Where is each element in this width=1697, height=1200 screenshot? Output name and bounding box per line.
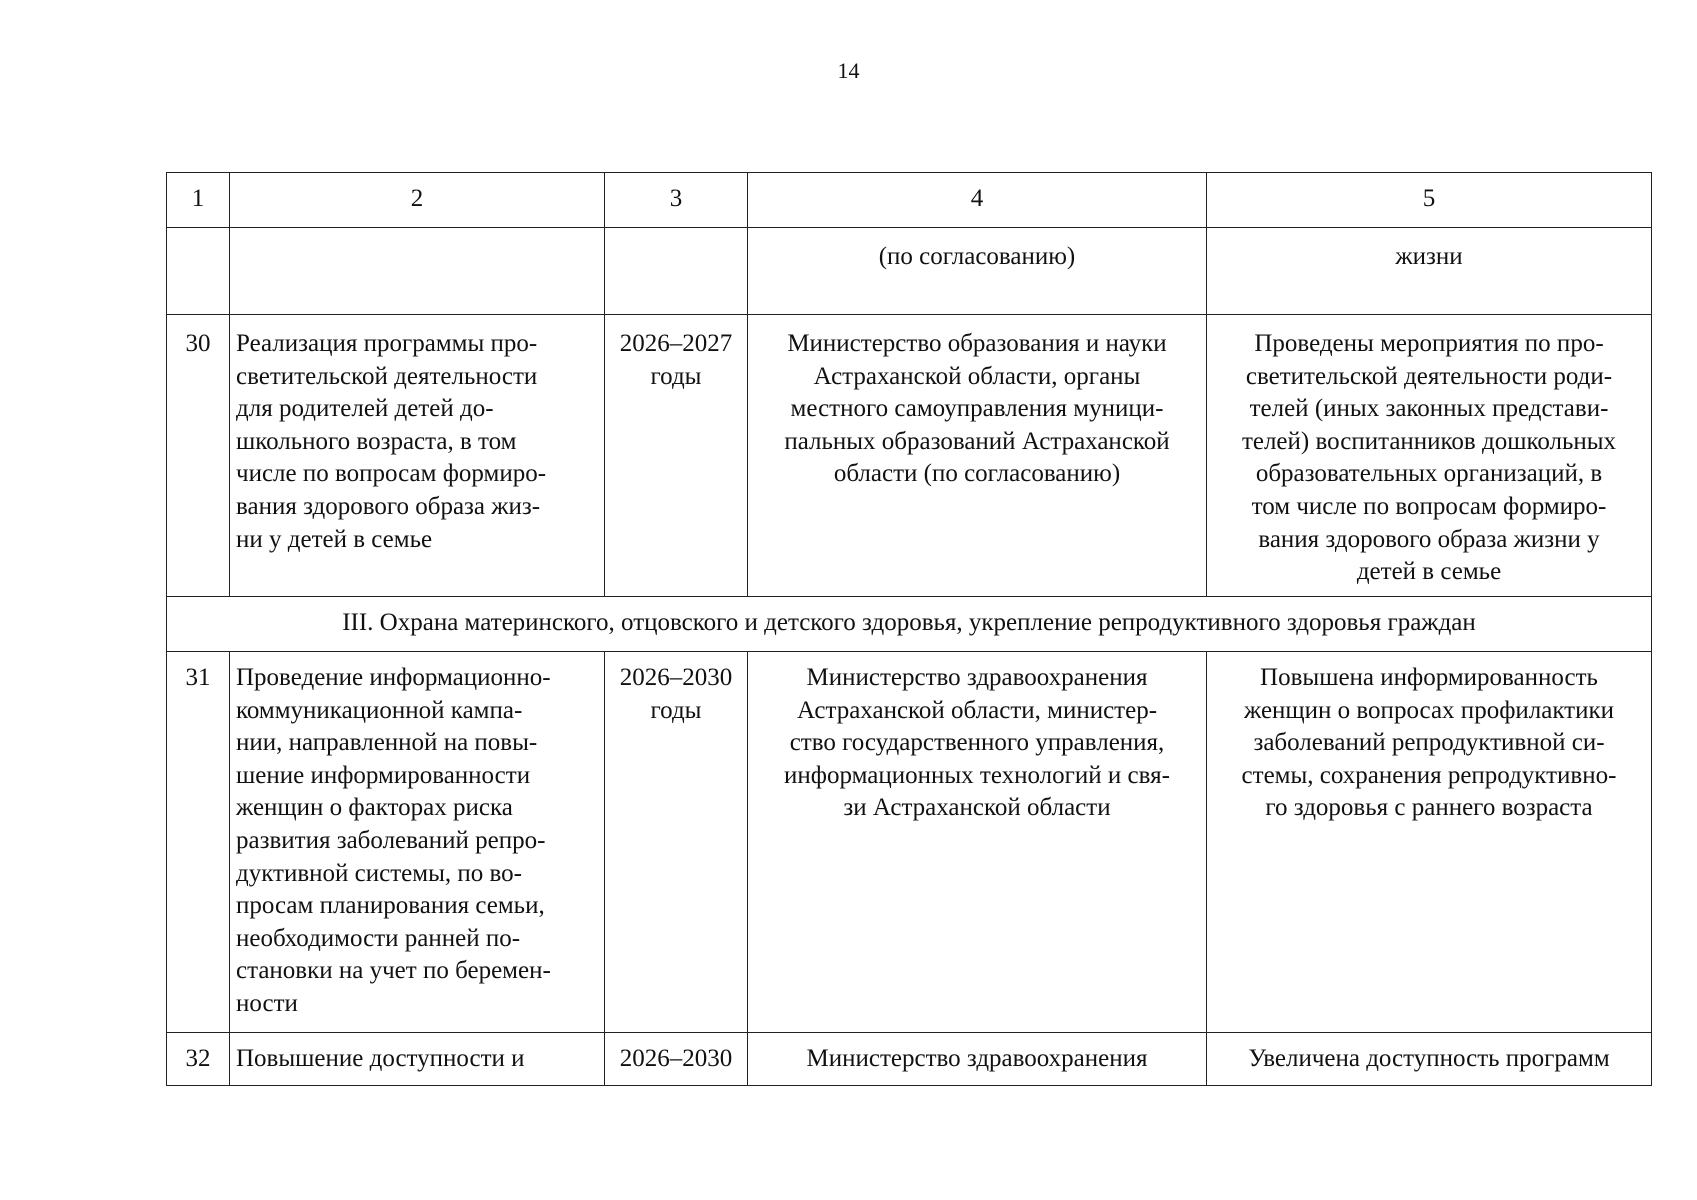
column-number-1: 1: [167, 173, 230, 228]
period-cell: [605, 1033, 748, 1086]
text-line: Повышение доступности и: [236, 1045, 525, 1072]
result-cell: [1207, 1033, 1652, 1086]
text-line: 2026–2030: [619, 1045, 733, 1072]
text-line: го здоровья с раннего возраста: [1265, 794, 1593, 822]
continuation-measure-cell: [230, 228, 605, 315]
column-number-5: 5: [1207, 173, 1652, 228]
section-heading-row: [167, 597, 1652, 652]
text-line: Реализация программы про-: [236, 330, 538, 357]
table-row-30: [167, 315, 1652, 597]
text-line: 2026–2027: [619, 330, 733, 357]
text-line: вания здорового образа жиз-: [236, 492, 541, 520]
text-line: том числе по вопросам формиро-: [1251, 492, 1607, 520]
continuation-responsible-cell: [748, 228, 1207, 315]
text-line: заболеваний репродуктивной си-: [1253, 729, 1605, 757]
text-line: женщин о вопросах профилактики: [1244, 696, 1614, 724]
text-line: Проведены мероприятия по про-: [1254, 330, 1604, 357]
text-line: (по согласованию): [878, 243, 1076, 270]
row-number: 30: [167, 315, 230, 597]
text-line: области (по согласованию): [833, 460, 1121, 488]
responsible-cell: [748, 652, 1207, 1033]
text-line: дуктивной системы, по во-: [236, 859, 522, 887]
text-line: светительской деятельности: [236, 362, 538, 390]
text-line: женщин о факторах риска: [236, 794, 513, 822]
text-line: шение информированности: [236, 761, 531, 789]
text-line: 2026–2030: [619, 664, 733, 691]
column-number-4: 4: [748, 173, 1207, 228]
period-cell: [605, 652, 748, 1033]
text-line: становки на учет по беремен-: [236, 957, 551, 985]
result-cell: [1207, 652, 1652, 1033]
text-line: пальных образований Астраханской: [784, 427, 1170, 455]
table-row-32: [167, 1033, 1652, 1086]
text-line: для родителей детей до-: [236, 395, 494, 423]
text-line: светительской деятельности роди-: [1245, 362, 1613, 390]
text-line: жизни: [1395, 243, 1463, 270]
text-line: нии, направленной на повы-: [236, 729, 538, 757]
responsible-cell: [748, 1033, 1207, 1086]
text-line: числе по вопросам формиро-: [236, 460, 547, 488]
text-line: образовательных организаций, в: [1255, 460, 1603, 488]
text-line: Проведение информационно-: [236, 664, 551, 691]
text-line: зи Астраханской области: [843, 794, 1111, 822]
text-line: просам планирования семьи,: [236, 892, 545, 920]
text-line: годы: [650, 362, 702, 390]
table-row-31: [167, 652, 1652, 1033]
text-line: информационных технологий и свя-: [784, 761, 1170, 789]
continuation-period-cell: [605, 228, 748, 315]
responsible-cell: [748, 315, 1207, 597]
text-line: Увеличена доступность программ: [1248, 1045, 1610, 1072]
row-number: 32: [167, 1033, 230, 1086]
continuation-number-cell: [167, 228, 230, 315]
text-line: необходимости ранней по-: [236, 924, 521, 952]
measures-table: [166, 172, 1652, 1086]
text-line: Министерство здравоохранения: [806, 664, 1148, 691]
continuation-result-cell: [1207, 228, 1652, 315]
text-line: детей в семье: [1356, 558, 1502, 586]
column-number-2: 2: [230, 173, 605, 228]
text-line: ни у детей в семье: [236, 525, 433, 553]
column-number-3: 3: [605, 173, 748, 228]
text-line: Повышена информированность: [1260, 664, 1598, 691]
section-heading: III. Охрана материнского, отцовского и детского здоровья, укрепление репродуктивного здоровья граждан: [167, 597, 1652, 652]
period-cell: [605, 315, 748, 597]
result-cell: [1207, 315, 1652, 597]
text-line: развития заболеваний репро-: [236, 826, 546, 854]
text-line: телей) воспитанников дошкольных: [1241, 427, 1617, 455]
measure-cell: [230, 315, 605, 597]
text-line: ности: [236, 989, 298, 1017]
text-line: Астраханской области, министер-: [796, 696, 1158, 724]
measure-cell: [230, 652, 605, 1033]
text-line: ство государственного управления,: [789, 729, 1165, 757]
measure-cell: [230, 1033, 605, 1086]
text-line: вания здорового образа жизни у: [1258, 525, 1600, 553]
text-line: местного самоуправления муници-: [790, 395, 1164, 423]
text-line: коммуникационной кампа-: [236, 696, 523, 724]
text-line: школьного возраста, в том: [236, 427, 517, 455]
text-line: годы: [650, 696, 702, 724]
text-line: Астраханской области, органы: [813, 362, 1141, 390]
row-number: 31: [167, 652, 230, 1033]
text-line: Министерство образования и науки: [787, 330, 1167, 357]
page-number: 14: [837, 58, 860, 83]
text-line: стемы, сохранения репродуктивно-: [1241, 761, 1617, 789]
text-line: Министерство здравоохранения: [806, 1045, 1148, 1072]
text-line: телей (иных законных представи-: [1249, 395, 1609, 423]
column-number-row: [167, 173, 1652, 228]
continuation-row: [167, 228, 1652, 315]
